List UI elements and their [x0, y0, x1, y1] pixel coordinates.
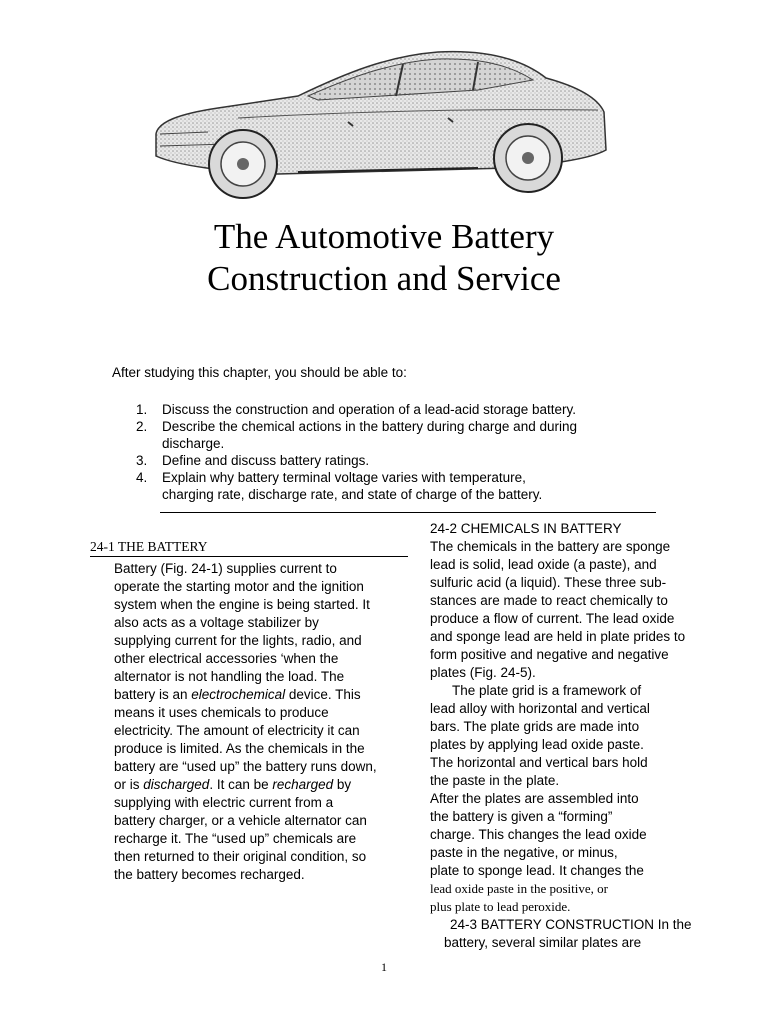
text-line: The plate grid is a framework of	[452, 683, 642, 698]
text-line: supplying with electric current from a	[114, 795, 334, 810]
section-heading-battery: 24-1 THE BATTERY	[90, 539, 208, 554]
italic-term: discharged	[143, 777, 210, 792]
text-line: stances are made to react chemically to	[430, 593, 668, 608]
text-line: bars. The plate grids are made into	[430, 719, 640, 734]
page-title	[0, 216, 768, 300]
text-line: After the plates are assembled into	[430, 791, 639, 806]
text-line: plates by applying lead oxide paste.	[430, 737, 644, 752]
text-line: means it uses chemicals to produce	[114, 705, 329, 720]
text-line: plus plate to lead peroxide.	[430, 899, 571, 914]
text-line: 24-3 BATTERY CONSTRUCTION In the	[450, 917, 692, 932]
title-line-1: The Automotive Battery	[213, 217, 555, 256]
text-line: other electrical accessories ‘when the	[114, 651, 339, 666]
text-line: and sponge lead are held in plate prides to	[430, 629, 686, 644]
intro-text: After studying this chapter, you should be able to:	[112, 365, 407, 380]
list-item: 1. Discuss the construction and operation of a lead-acid storage battery.	[136, 402, 576, 417]
left-column-body	[114, 560, 412, 884]
car-illustration	[148, 22, 610, 208]
text-line: the battery becomes recharged.	[114, 867, 305, 882]
text-line: produce is limited. As the chemicals in the	[114, 741, 365, 756]
objectives-list	[136, 401, 656, 503]
text-line: operate the starting motor and the ignition	[114, 579, 364, 594]
text-line: The chemicals in the battery are sponge	[430, 539, 671, 554]
text-line: alternator is not handling the load. The	[114, 669, 345, 684]
text-line: produce a flow of current. The lead oxide	[430, 611, 675, 626]
section-heading-chemicals: 24-2 CHEMICALS IN BATTERY	[430, 521, 622, 536]
text-line: then returned to their original condition, so	[114, 849, 367, 864]
text-line: battery is an electrochemical device. This	[114, 687, 361, 702]
text-line: Battery (Fig. 24-1) supplies current to	[114, 561, 337, 576]
text-line: the battery is given a “forming”	[430, 809, 613, 824]
list-item: 3. Define and discuss battery ratings.	[136, 453, 370, 468]
divider	[90, 556, 408, 557]
text-line: lead alloy with horizontal and vertical	[430, 701, 650, 716]
text-line: battery are “used up” the battery runs down,	[114, 759, 377, 774]
text-line: or is discharged. It can be recharged by	[114, 777, 352, 792]
text-line: plates (Fig. 24-5).	[430, 665, 536, 680]
list-item: 2. Describe the chemical actions in the battery during charge and during discharge.	[136, 419, 577, 451]
list-item: 4. Explain why battery terminal voltage varies with temperature, charging rate, discharge rate, and state of charge of the battery.	[136, 470, 543, 502]
text-line: recharge it. The “used up” chemicals are	[114, 831, 357, 846]
text-line: form positive and negative and negative	[430, 647, 669, 662]
text-line: system when the engine is being started. It	[114, 597, 370, 612]
page-number: 1	[381, 960, 387, 974]
text-line: electricity. The amount of electricity it can	[114, 723, 360, 738]
text-line: also acts as a voltage stabilizer by	[114, 615, 319, 630]
text-line: lead oxide paste in the positive, or	[430, 881, 608, 896]
text-line: supplying current for the lights, radio, and	[114, 633, 362, 648]
italic-term: recharged	[272, 777, 334, 792]
text-line: sulfuric acid (a liquid). These three sub-	[430, 575, 667, 590]
text-line: The horizontal and vertical bars hold	[430, 755, 648, 770]
title-line-2: Construction and Service	[207, 259, 561, 298]
text-line: battery, several similar plates are	[444, 935, 642, 950]
divider	[160, 512, 656, 513]
text-line: the paste in the plate.	[430, 773, 560, 788]
right-column-body	[430, 538, 720, 952]
text-line: battery charger, or a vehicle alternator can	[114, 813, 367, 828]
text-line: lead is solid, lead oxide (a paste), and	[430, 557, 657, 572]
text-line: charge. This changes the lead oxide	[430, 827, 647, 842]
text-line: plate to sponge lead. It changes the	[430, 863, 644, 878]
italic-term: electrochemical	[191, 687, 286, 702]
text-line: paste in the negative, or minus,	[430, 845, 618, 860]
